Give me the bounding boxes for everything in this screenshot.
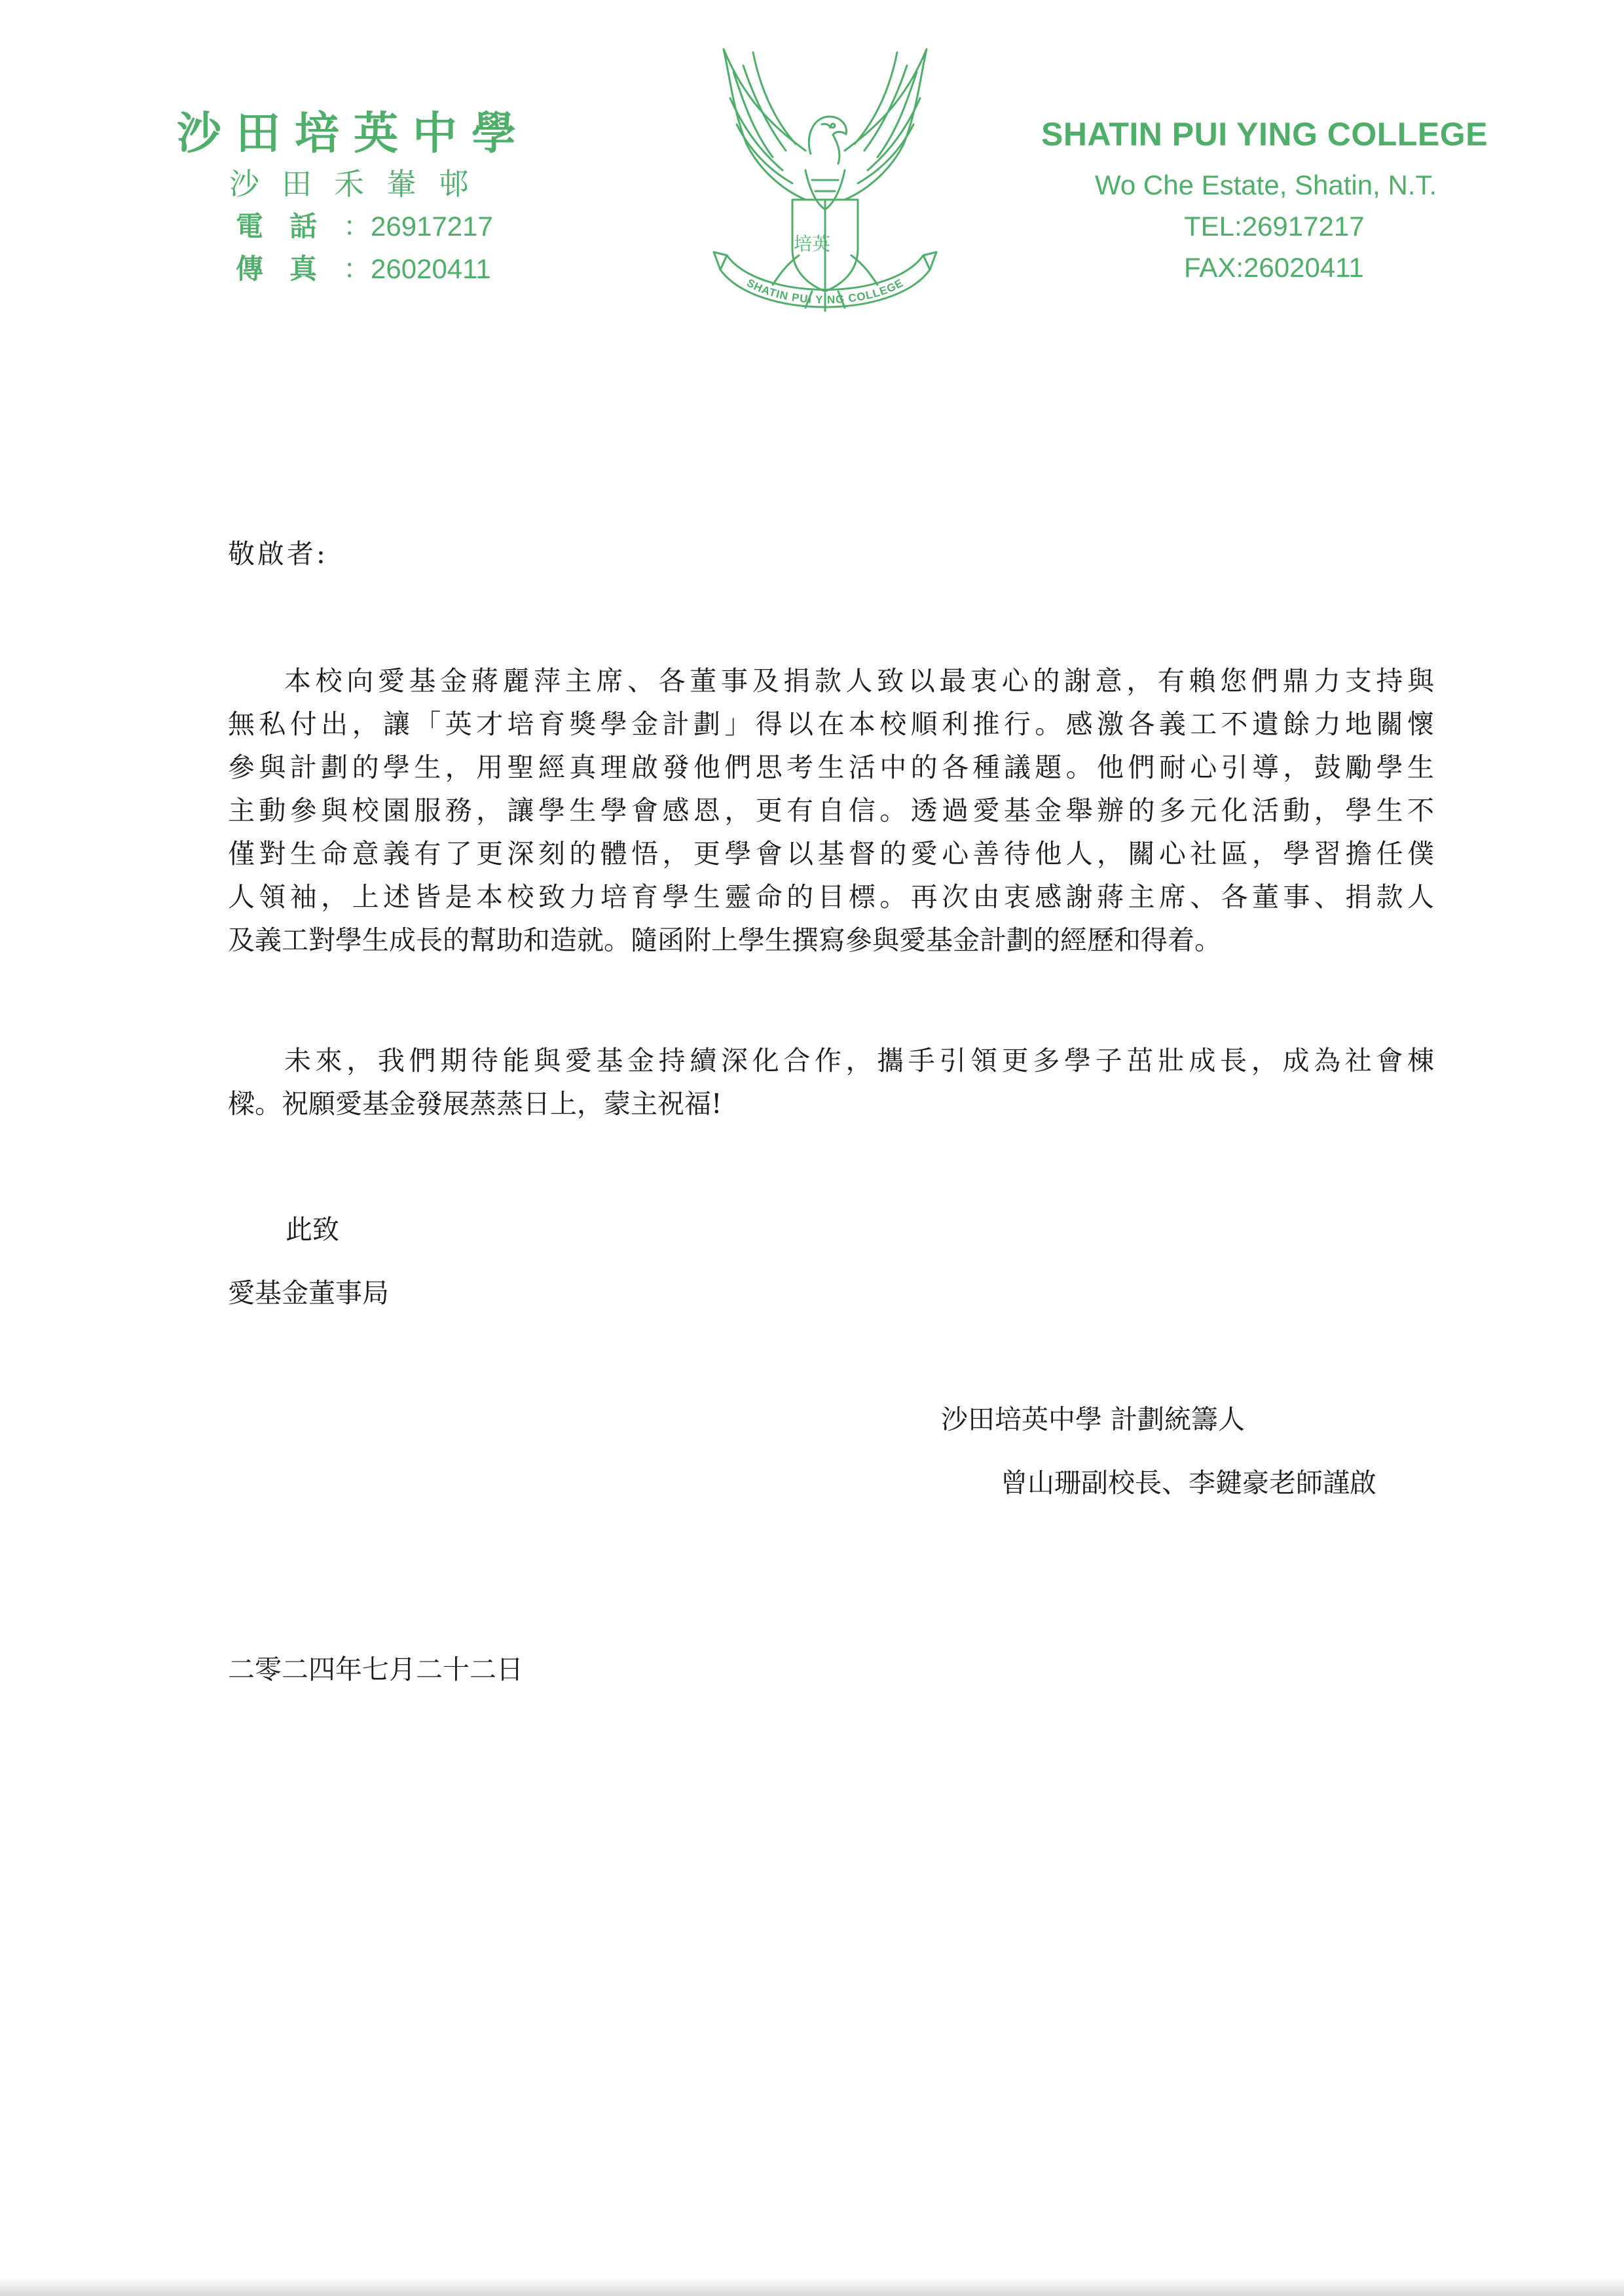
recipient: 愛基金董事局 (228, 1277, 389, 1309)
telephone-chinese (236, 210, 493, 242)
telephone-value: ：26917217 (343, 211, 493, 242)
paragraph-line: 參與計劃的學生，用聖經真理啟發他們思考生活中的各種議題。他們耐心引導，鼓勵學生 (228, 752, 1434, 783)
paragraph-line: 無私付出，讓「英才培育獎學金計劃」得以在本校順利推行。感激各義工不遺餘力地關懷 (228, 708, 1434, 740)
letterhead (0, 0, 1624, 314)
telephone-label: 電話 (236, 210, 344, 242)
paragraph-line: 人領袖，上述皆是本校致力培育學生靈命的目標。再次由衷感謝蔣主席、各董事、捐款人 (228, 881, 1434, 913)
fax-label: 傳真 (236, 253, 344, 285)
paragraph-line: 主動參與校園服務，讓學生學會感恩，更有自信。透過愛基金舉辦的多元化活動，學生不 (228, 795, 1434, 826)
fax-english: FAX:26020411 (1184, 252, 1364, 283)
body-paragraph-2 (228, 1039, 1434, 1125)
address-chinese: 沙田禾輋邨 (229, 166, 491, 202)
scan-edge (0, 2277, 1624, 2296)
eagle-crest-icon (707, 39, 943, 334)
school-name-english: SHATIN PUI YING COLLEGE (1041, 116, 1488, 153)
address-english: Wo Che Estate, Shatin, N.T. (1095, 170, 1437, 200)
paragraph-line: 及義工對學生成長的幫助和造就。隨函附上學生撰寫參與愛基金計劃的經歷和得着。 (228, 924, 1221, 956)
letter-date: 二零二四年七月二十二日 (228, 1654, 523, 1685)
body-paragraph-1 (228, 659, 1434, 962)
fax-value: ：26020411 (343, 253, 491, 284)
paragraph-line: 僅對生命意義有了更深刻的體悟，更學會以基督的愛心善待他人，關心社區，學習擔任僕 (228, 838, 1434, 869)
crest-ribbon-text: SHATIN PUI YING COLLEGE (745, 276, 906, 306)
signer-organization: 沙田培英中學 計劃統籌人 (941, 1404, 1246, 1435)
paragraph-line: 樑。祝願愛基金發展蒸蒸日上，蒙主祝福! (228, 1088, 722, 1120)
fax-chinese (236, 255, 491, 283)
telephone-english: TEL:26917217 (1184, 211, 1365, 242)
paragraph-line: 本校向愛基金蔣麗萍主席、各董事及捐款人致以最衷心的謝意，有賴您們鼎力支持與 (284, 665, 1434, 697)
salutation: 敬啟者: (228, 538, 328, 570)
school-name-chinese: 沙田培英中學 (177, 107, 531, 160)
crest-shield-text: 培英 (793, 233, 831, 255)
closing: 此致 (286, 1214, 339, 1245)
paragraph-line: 未來，我們期待能與愛基金持續深化合作，攜手引領更多學子茁壯成長，成為社會棟 (284, 1045, 1434, 1076)
signer-names: 曾山珊副校長、李鍵豪老師謹啟 (1001, 1467, 1376, 1499)
